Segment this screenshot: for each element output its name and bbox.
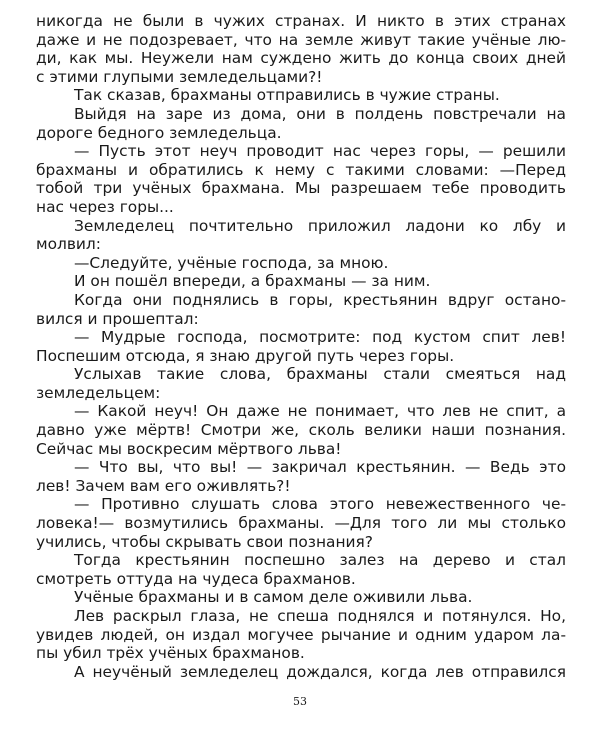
text-line: давно уже мёртв! Смотри же, сколь велики наши познания. — [36, 421, 566, 440]
text-line: ди, как мы. Неужели нам суждено жить до конца своих дней — [36, 49, 566, 68]
text-line: А неучёный земледелец дождался, когда лев отправился — [74, 662, 566, 681]
text-line: Земледелец почтительно приложил ладони ко лбу и — [74, 216, 566, 235]
text-line: — Мудрые господа, посмотрите: под кустом спит лев! — [74, 328, 566, 347]
text-line: Тогда крестьянин поспешно залез на дерево и стал — [74, 551, 566, 570]
page-text — [36, 12, 566, 681]
text-line: даже и не подозревает, что на земле живут такие учёные лю- — [36, 30, 566, 49]
text-line: Учёные брахманы и в самом деле оживили льва. — [74, 588, 473, 607]
text-line: тобой три учёных брахмана. Мы разрешаем тебе проводить — [36, 179, 566, 198]
text-line: Так сказав, брахманы отправились в чужие страны. — [74, 86, 500, 105]
text-line: нас через горы... — [36, 197, 174, 216]
text-line: с этими глупыми земледельцами?! — [36, 67, 323, 86]
text-line: —Следуйте, учёные господа, за мною. — [74, 253, 389, 272]
text-line: пы убил трёх учёных брахманов. — [36, 644, 305, 663]
page-number: 53 — [293, 695, 307, 708]
text-line: — Какой неуч! Он даже не понимает, что лев не спит, а — [74, 402, 566, 421]
text-line: Лев раскрыл глаза, не спеша поднялся и потянулся. Но, — [74, 607, 566, 625]
text-line: Сейчас мы воскресим мёртвого льва! — [36, 439, 342, 458]
text-line: Поспешим отсюда, я знаю другой путь через горы. — [36, 346, 455, 365]
text-line: учились, чтобы скрывать свои познания? — [36, 532, 373, 551]
text-line: И он пошёл впереди, а брахманы — за ним. — [74, 272, 431, 291]
text-line: земледельцем: — [36, 383, 161, 402]
text-line: Выйдя на заре из дома, они в полдень повстречали на — [74, 104, 566, 123]
text-line: — Что вы, что вы! — закричал крестьянин. — Ведь это — [74, 458, 566, 477]
text-line: смотреть оттуда на чудеса брахманов. — [36, 569, 356, 588]
text-line: увидев людей, он издал могучее рычание и одним ударом ла- — [36, 625, 566, 644]
text-line: — Противно слушать слова этого невежественного че- — [74, 495, 566, 514]
text-line: брахманы и обратились к нему с такими словами: —Перед — [36, 160, 566, 179]
text-line: ловека!— возмутились брахманы. —Для того ли мы столько — [36, 514, 566, 533]
text-line: Услыхав такие слова, брахманы стали смеяться над — [74, 365, 566, 384]
text-line: лев! Зачем вам его оживлять?! — [36, 476, 291, 495]
text-line: никогда не были в чужих странах. И никто в этих странах — [36, 12, 566, 30]
text-line: Когда они поднялись в горы, крестьянин вдруг остано- — [74, 290, 566, 309]
text-line: вился и прошептал: — [36, 309, 199, 328]
text-line: дороге бедного земледельца. — [36, 123, 282, 142]
text-line: — Пусть этот неуч проводит нас через горы, — решили — [74, 142, 566, 161]
text-line: молвил: — [36, 235, 101, 254]
